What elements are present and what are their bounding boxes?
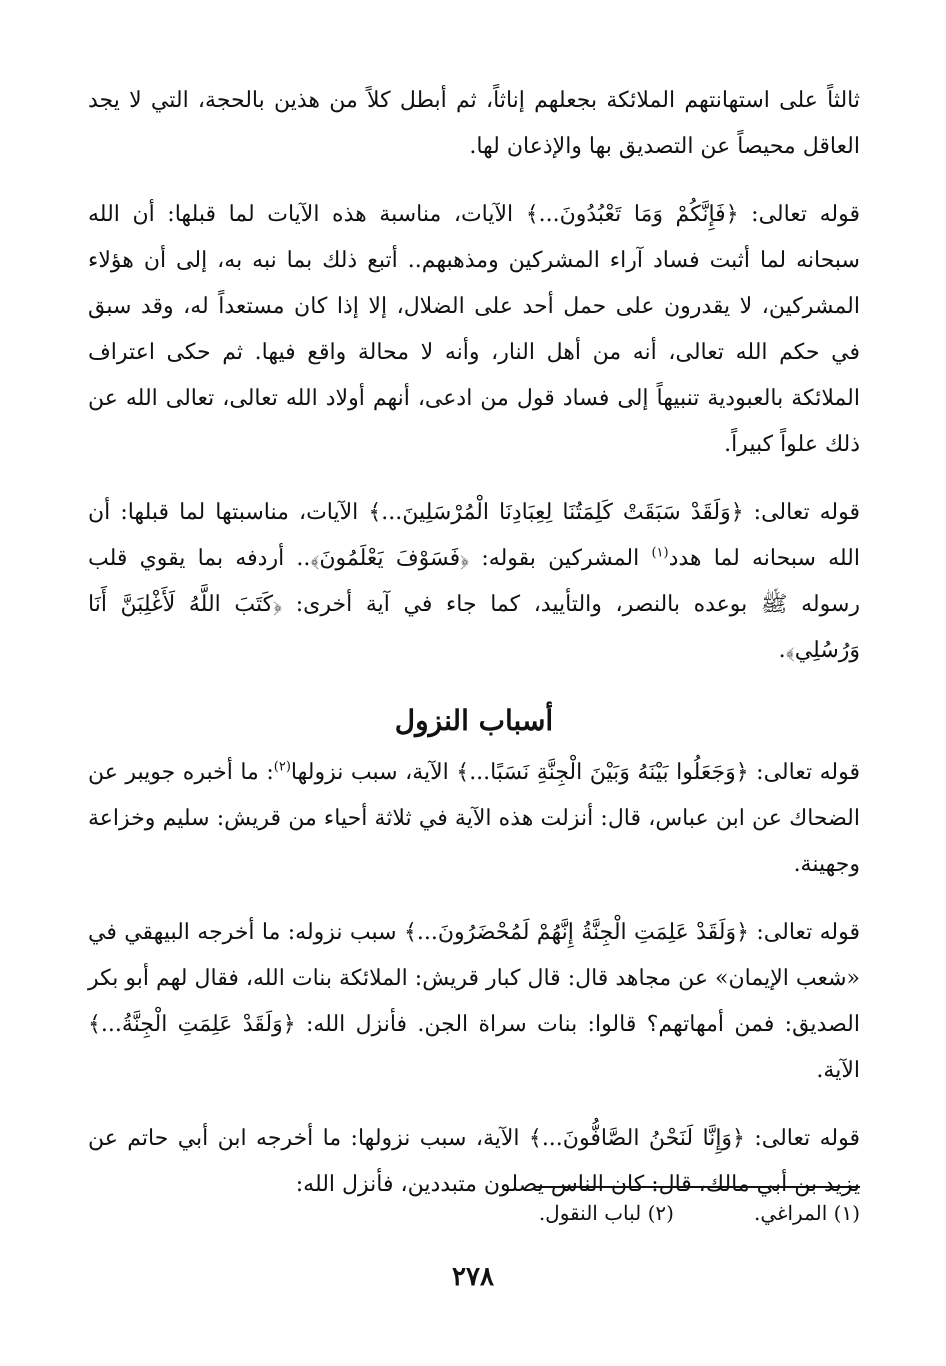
asbab-nuzul-section: [88, 750, 860, 1208]
paragraph-text: : ما أخبره جويبر عن الضحاك عن ابن عباس، قال: أنزلت هذه الآية في ثلاثة أحياء من قريش: سليم وخزاعة وجهينة.: [88, 760, 860, 877]
paragraph-text: قوله تعالى: ﴿وَلَقَدْ سَبَقَتْ كَلِمَتُنَا لِعِبَادِنَا الْمُرْسَلِينَ...﴾ الآيات، مناسبتها لما قبلها: أن الله سبحانه لما هدد: [88, 500, 860, 571]
paragraph-text: قوله تعالى: ﴿فَإِنَّكُمْ وَمَا تَعْبُدُونَ...﴾ الآيات، مناسبة هذه الآيات لما قبلها: أن الله سبحانه لما أثبت فساد آراء المشركين ومذهبهم.. أتبع ذلك بما نبه به، إلى أن هؤلاء المشركين، لا يقدرون على حمل أحد على الضلال، إلا إذا كان مستعداً له، وقد سبق في حكم الله تعالى، أنه من أهل النار، وأنه لا محالة واقع فيها. ثم حكى اعتراف الملائكة بالعبودية تنبيهاً إلى فساد قول من ادعى، أنهم أولاد الله تعالى، تعالى الله عن ذلك علواً كبيراً.: [88, 202, 860, 457]
paragraph: [88, 78, 860, 170]
paragraph: [88, 750, 860, 888]
munasaba-section: [88, 78, 860, 674]
paragraph: [88, 192, 860, 468]
paragraph-text: قوله تعالى: ﴿وَلَقَدْ عَلِمَتِ الْجِنَّةُ إِنَّهُمْ لَمُحْضَرُونَ...﴾ سبب نزوله: ما أخرجه البيهقي في «شعب الإيمان» عن مجاهد قال: قال كبار قريش: الملائكة بنات الله، فقال لهم أبو بكر الصديق: فمن أمهاتهم؟ قالوا: بنات سراة الجن. فأنزل الله: ﴿وَلَقَدْ عَلِمَتِ الْجِنَّةُ...﴾ الآية.: [88, 920, 860, 1083]
paragraph: [88, 1116, 860, 1208]
section-heading: أسباب النزول: [394, 704, 554, 737]
footnote-marker: (٢): [273, 759, 291, 775]
paragraph-text: المشركين بقوله: ﴿فَسَوْفَ يَعْلَمُونَ﴾.. أردفه بما يقوي قلب رسوله ﷺ بوعده بالنصر، والتأييد، كما جاء في آية أخرى: ﴿كَتَبَ اللَّهُ لَأَغْلِبَنَّ أَنَا وَرُسُلِي﴾.: [88, 546, 860, 663]
paragraph: [88, 490, 860, 674]
footnote-item: (١) المراغي.: [753, 1201, 860, 1225]
page-number: ٢٧٨: [452, 1262, 494, 1292]
footnote-divider: [534, 1186, 860, 1188]
paragraph-text: قوله تعالى: ﴿وَجَعَلُوا بَيْنَهُ وَبَيْنَ الْجِنَّةِ نَسَبًا...﴾ الآية، سبب نزولها: [290, 760, 860, 785]
paragraph-text: قوله تعالى: ﴿وَإِنَّا لَنَحْنُ الصَّافُّونَ...﴾ الآية، سبب نزولها: ما أخرجه ابن أبي حاتم عن يزيد بن أبي مالك، قال: كان الناس يصلون متبددين، فأنزل الله:: [88, 1126, 860, 1197]
footnote-marker: (١): [651, 545, 669, 561]
paragraph: [88, 910, 860, 1094]
paragraph-text: ثالثاً على استهانتهم الملائكة بجعلهم إناثاً، ثم أبطل كلاً من هذين بالحجة، التي لا يجد العاقل محيصاً عن التصديق بها والإذعان لها.: [88, 88, 860, 159]
footnote-item: (٢) لباب النقول.: [538, 1201, 674, 1225]
footnotes: [88, 1196, 860, 1230]
